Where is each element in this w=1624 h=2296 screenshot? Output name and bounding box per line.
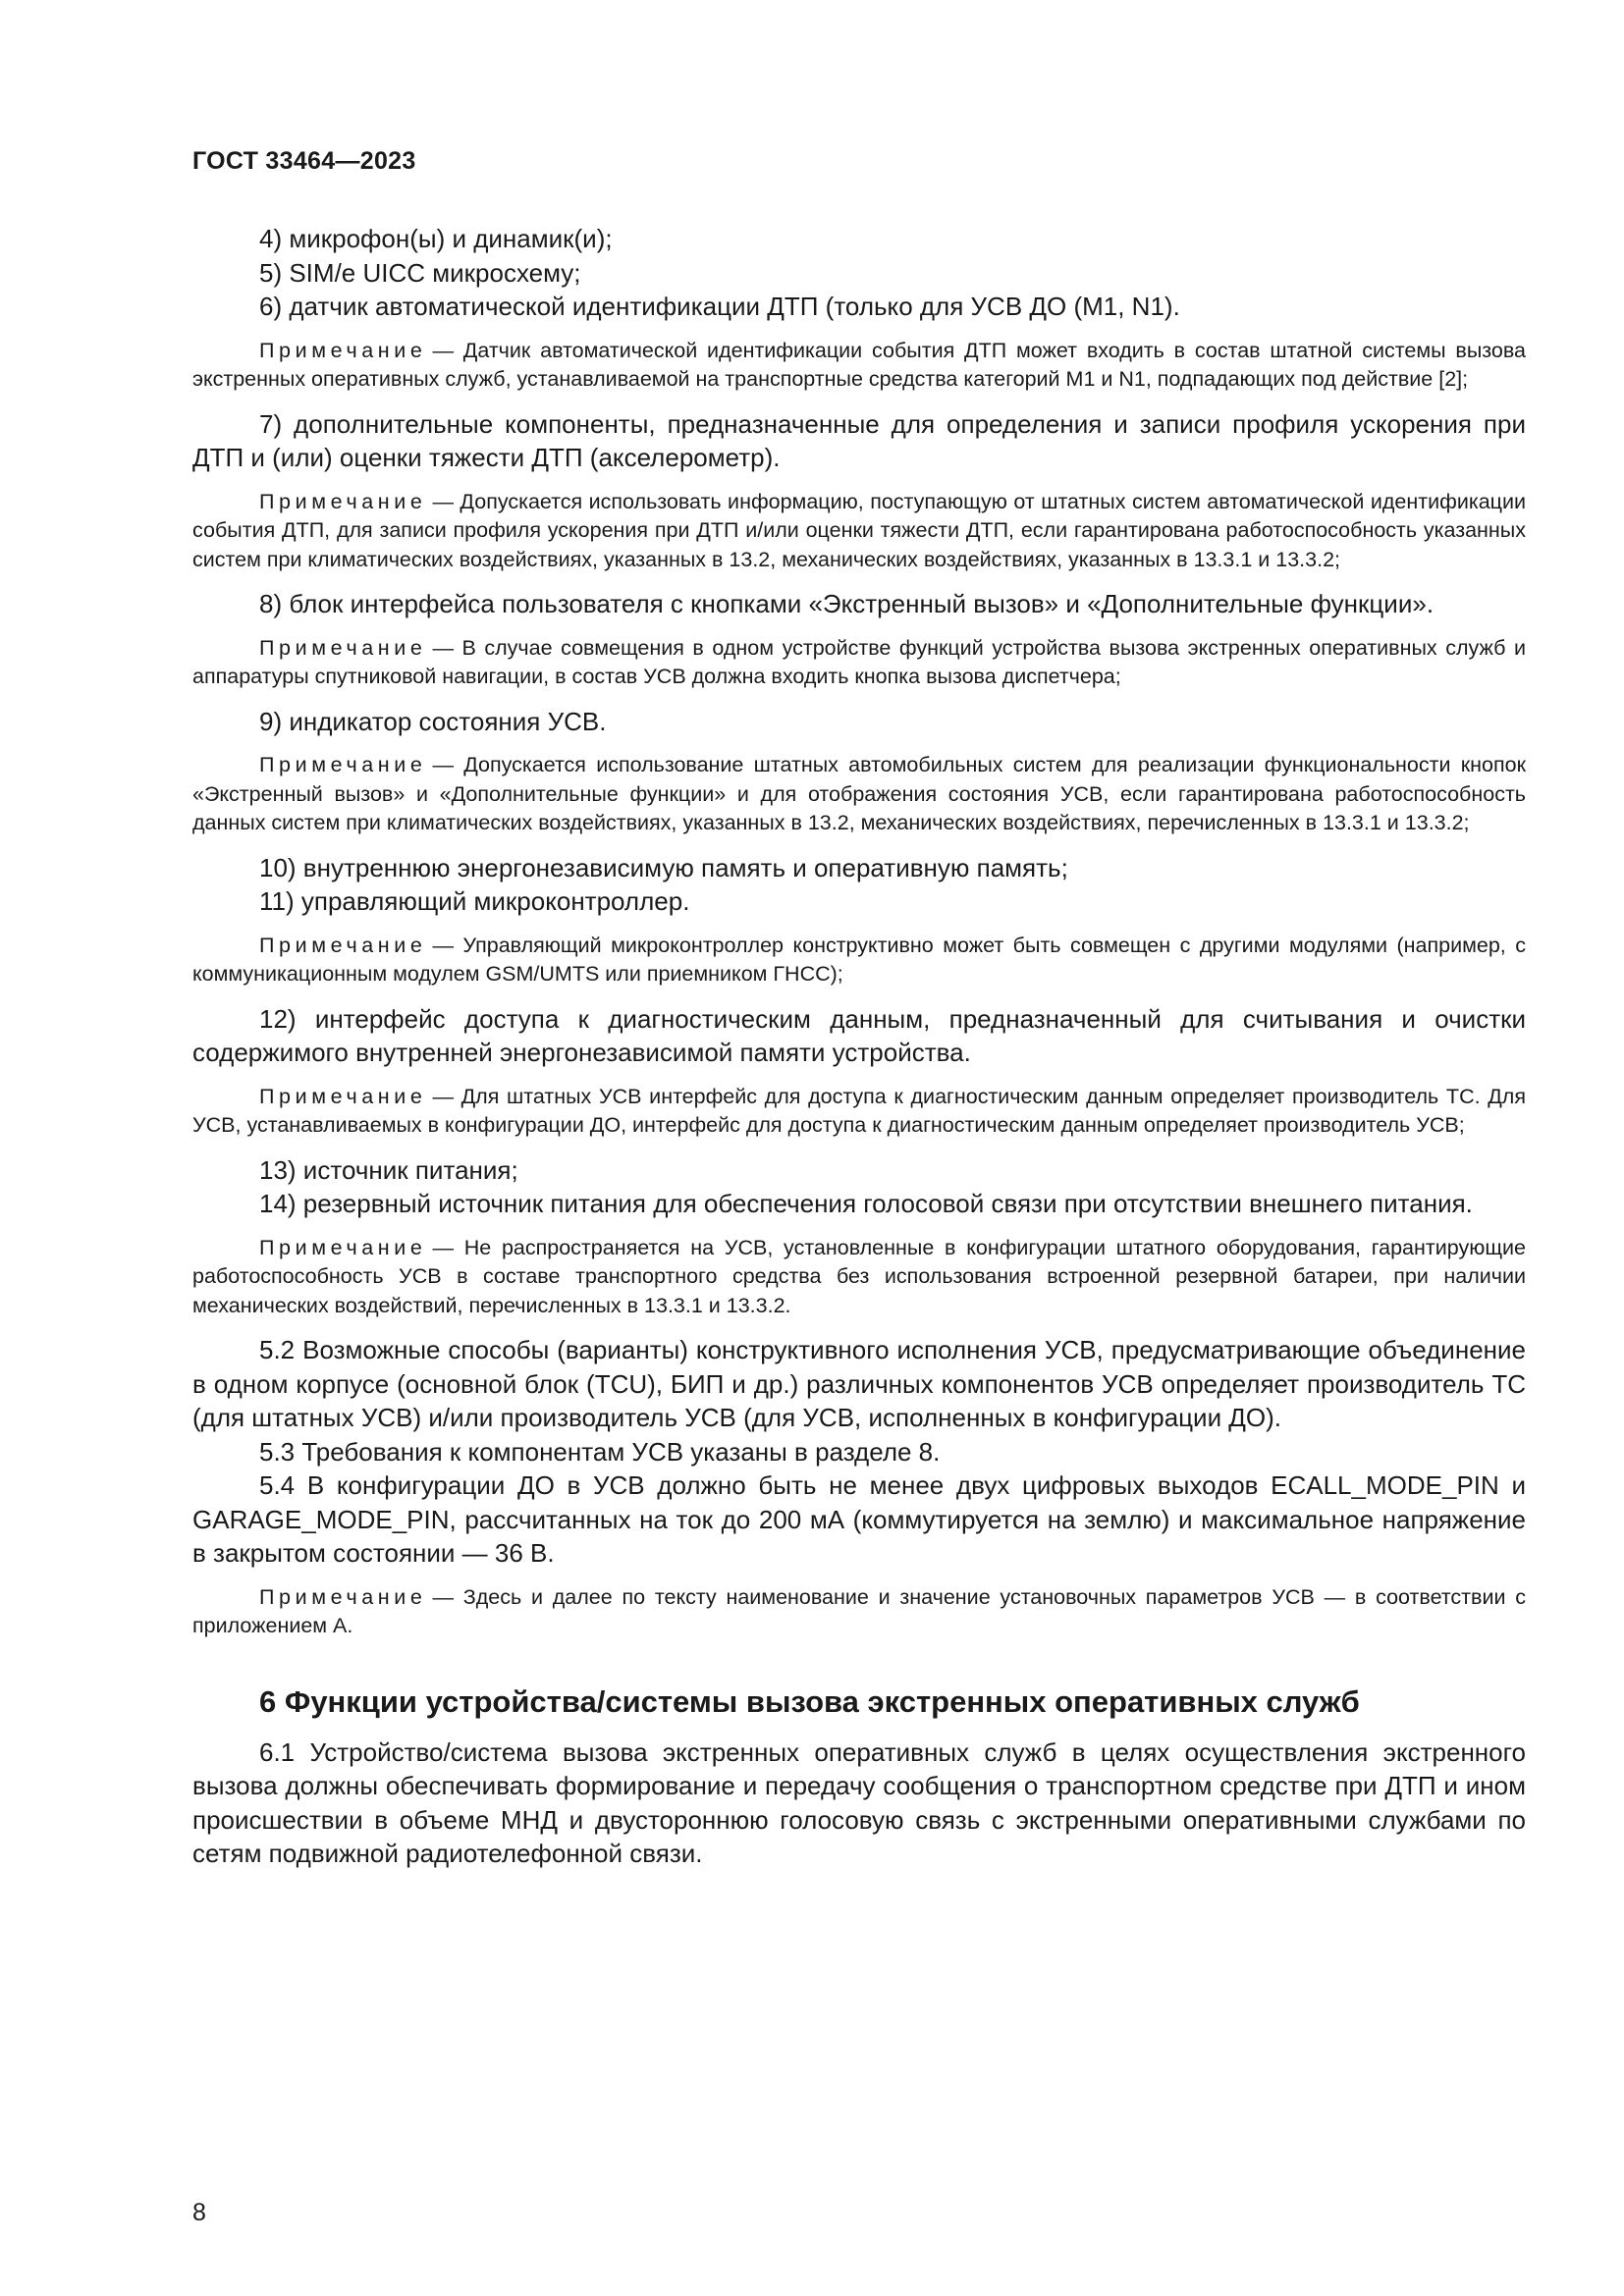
note bbox=[192, 1583, 1526, 1641]
note-label: Примечание bbox=[259, 338, 427, 362]
standard-header: ГОСТ 33464—2023 bbox=[192, 147, 416, 175]
note bbox=[192, 751, 1526, 838]
note-label: Примечание bbox=[259, 1584, 427, 1609]
clause-paragraph: 5.3 Требования к компонентам УСВ указаны в разделе 8. bbox=[259, 1436, 941, 1467]
note-text: — Для штатных УСВ интерфейс для доступа к диагностическим данным определяет производитель ТС. Для УСВ, устанавливаемых в конфигурации ДО, интерфейс для доступа к диагностическим данным определяет производитель УСВ; bbox=[192, 1084, 1526, 1137]
note-text: — Допускается использование штатных автомобильных систем для реализации функциональности кнопок «Экстренный вызов» и «Дополнительные функции» и для отображения состояния УСВ, если гарантирована работоспособность данных систем при климатических воздействиях, указанных в 13.2, механических воздействиях, перечисленных в 13.3.1 и 13.3.2; bbox=[192, 753, 1526, 834]
list-item: 4) микрофон(ы) и динамик(и); bbox=[259, 224, 613, 253]
page-content bbox=[192, 222, 1526, 1871]
note-label: Примечание bbox=[259, 1084, 427, 1108]
note bbox=[192, 1234, 1526, 1321]
note-text: — Датчик автоматической идентификации события ДТП может входить в состав штатной системы вызова экстренных оперативных служб, устанавливаемой на транспортные средства категорий M1 и N1, подпадающих под действие [2]; bbox=[192, 338, 1526, 391]
list-item: 13) источник питания; bbox=[259, 1154, 518, 1185]
note bbox=[192, 337, 1526, 395]
note-text: — Управляющий микроконтроллер конструктивно может быть совмещен с другими модулями (например, с коммуникационным модулем GSM/UMTS или приемником ГНСС); bbox=[192, 933, 1526, 986]
list-item: 14) резервный источник питания для обеспечения голосовой связи при отсутствии внешнего питания. bbox=[259, 1189, 1473, 1218]
note-text: — Допускается использовать информацию, поступающую от штатных систем автоматической идентификации события ДТП, для записи профиля ускорения при ДТП и/или оценки тяжести ДТП, если гарантирована работоспособность указанных систем при климатических воздействиях, указанных в 13.2, механических воздействиях, указанных в 13.3.1 и 13.3.2; bbox=[192, 489, 1526, 571]
note-label: Примечание bbox=[259, 933, 427, 957]
clause-paragraph: 5.4 В конфигурации ДО в УСВ должно быть не менее двух цифровых выходов ECALL_MODE_PIN и GARAGE_MODE_PIN, рассчитанных на ток до 200 мА (коммутируется на землю) и максимальное напряжение в закрытом состоянии — 36 В. bbox=[192, 1470, 1526, 1568]
list-item: 5) SIM/e UICC микросхему; bbox=[259, 257, 581, 288]
note-label: Примечание bbox=[259, 489, 427, 513]
note bbox=[192, 932, 1526, 989]
page-number: 8 bbox=[192, 2199, 206, 2226]
list-item: 7) дополнительные компоненты, предназначенные для определения и записи профиля ускорения при ДТП и (или) оценки тяжести ДТП (акселерометр). bbox=[192, 408, 1526, 472]
list-item: 10) внутреннюю энергонезависимую память и оперативную память; bbox=[259, 852, 1068, 882]
list-item: 11) управляющий микроконтроллер. bbox=[259, 886, 690, 916]
clause-paragraph: 5.2 Возможные способы (варианты) конструктивного исполнения УСВ, предусматривающие объединение в одном корпусе (основной блок (TCU), БИП и др.) различных компонентов УСВ определяет производитель ТС (для штатных УСВ) и/или производитель УСВ (для УСВ, исполненных в конфигурации ДО). bbox=[192, 1335, 1526, 1432]
list-item: 6) датчик автоматической идентификации ДТП (только для УСВ ДО (M1, N1). bbox=[259, 292, 1180, 321]
list-item: 8) блок интерфейса пользователя с кнопками «Экстренный вызов» и «Дополнительные функции». bbox=[259, 589, 1435, 618]
note-text: — Не распространяется на УСВ, установленные в конфигурации штатного оборудования, гарантирующие работоспособность УСВ в составе транспортного средства без использования встроенной резервной батареи, при наличии механических воздействий, перечисленных в 13.3.1 и 13.3.2. bbox=[192, 1235, 1526, 1317]
list-item: 9) индикатор состояния УСВ. bbox=[259, 706, 607, 736]
note-label: Примечание bbox=[259, 753, 427, 776]
clause-paragraph: 6.1 Устройство/система вызова экстренных оперативных служб в целях осуществления экстренного вызова должны обеспечивать формирование и передачу сообщения о транспортном средстве при ДТП и ином происшествии в объеме МНД и двустороннюю голосовую связь с экстренными оперативными службами по сетям подвижной радиотелефонной связи. bbox=[192, 1736, 1526, 1868]
note bbox=[192, 634, 1526, 692]
section-heading: 6 Функции устройства/системы вызова экстренных оперативных служб bbox=[259, 1683, 1360, 1719]
note-label: Примечание bbox=[259, 635, 427, 660]
note bbox=[192, 1083, 1526, 1141]
note bbox=[192, 488, 1526, 575]
note-text: — Здесь и далее по тексту наименование и значение установочных параметров УСВ — в соответствии с приложением А. bbox=[192, 1584, 1526, 1637]
list-item: 12) интерфейс доступа к диагностическим данным, предназначенный для считывания и очистки содержимого внутренней энергонезависимой памяти устройства. bbox=[192, 1003, 1526, 1067]
note-text: — В случае совмещения в одном устройстве функций устройства вызова экстренных оперативных служб и аппаратуры спутниковой навигации, в состав УСВ должна входить кнопка вызова диспетчера; bbox=[192, 635, 1526, 688]
note-label: Примечание bbox=[259, 1235, 427, 1259]
